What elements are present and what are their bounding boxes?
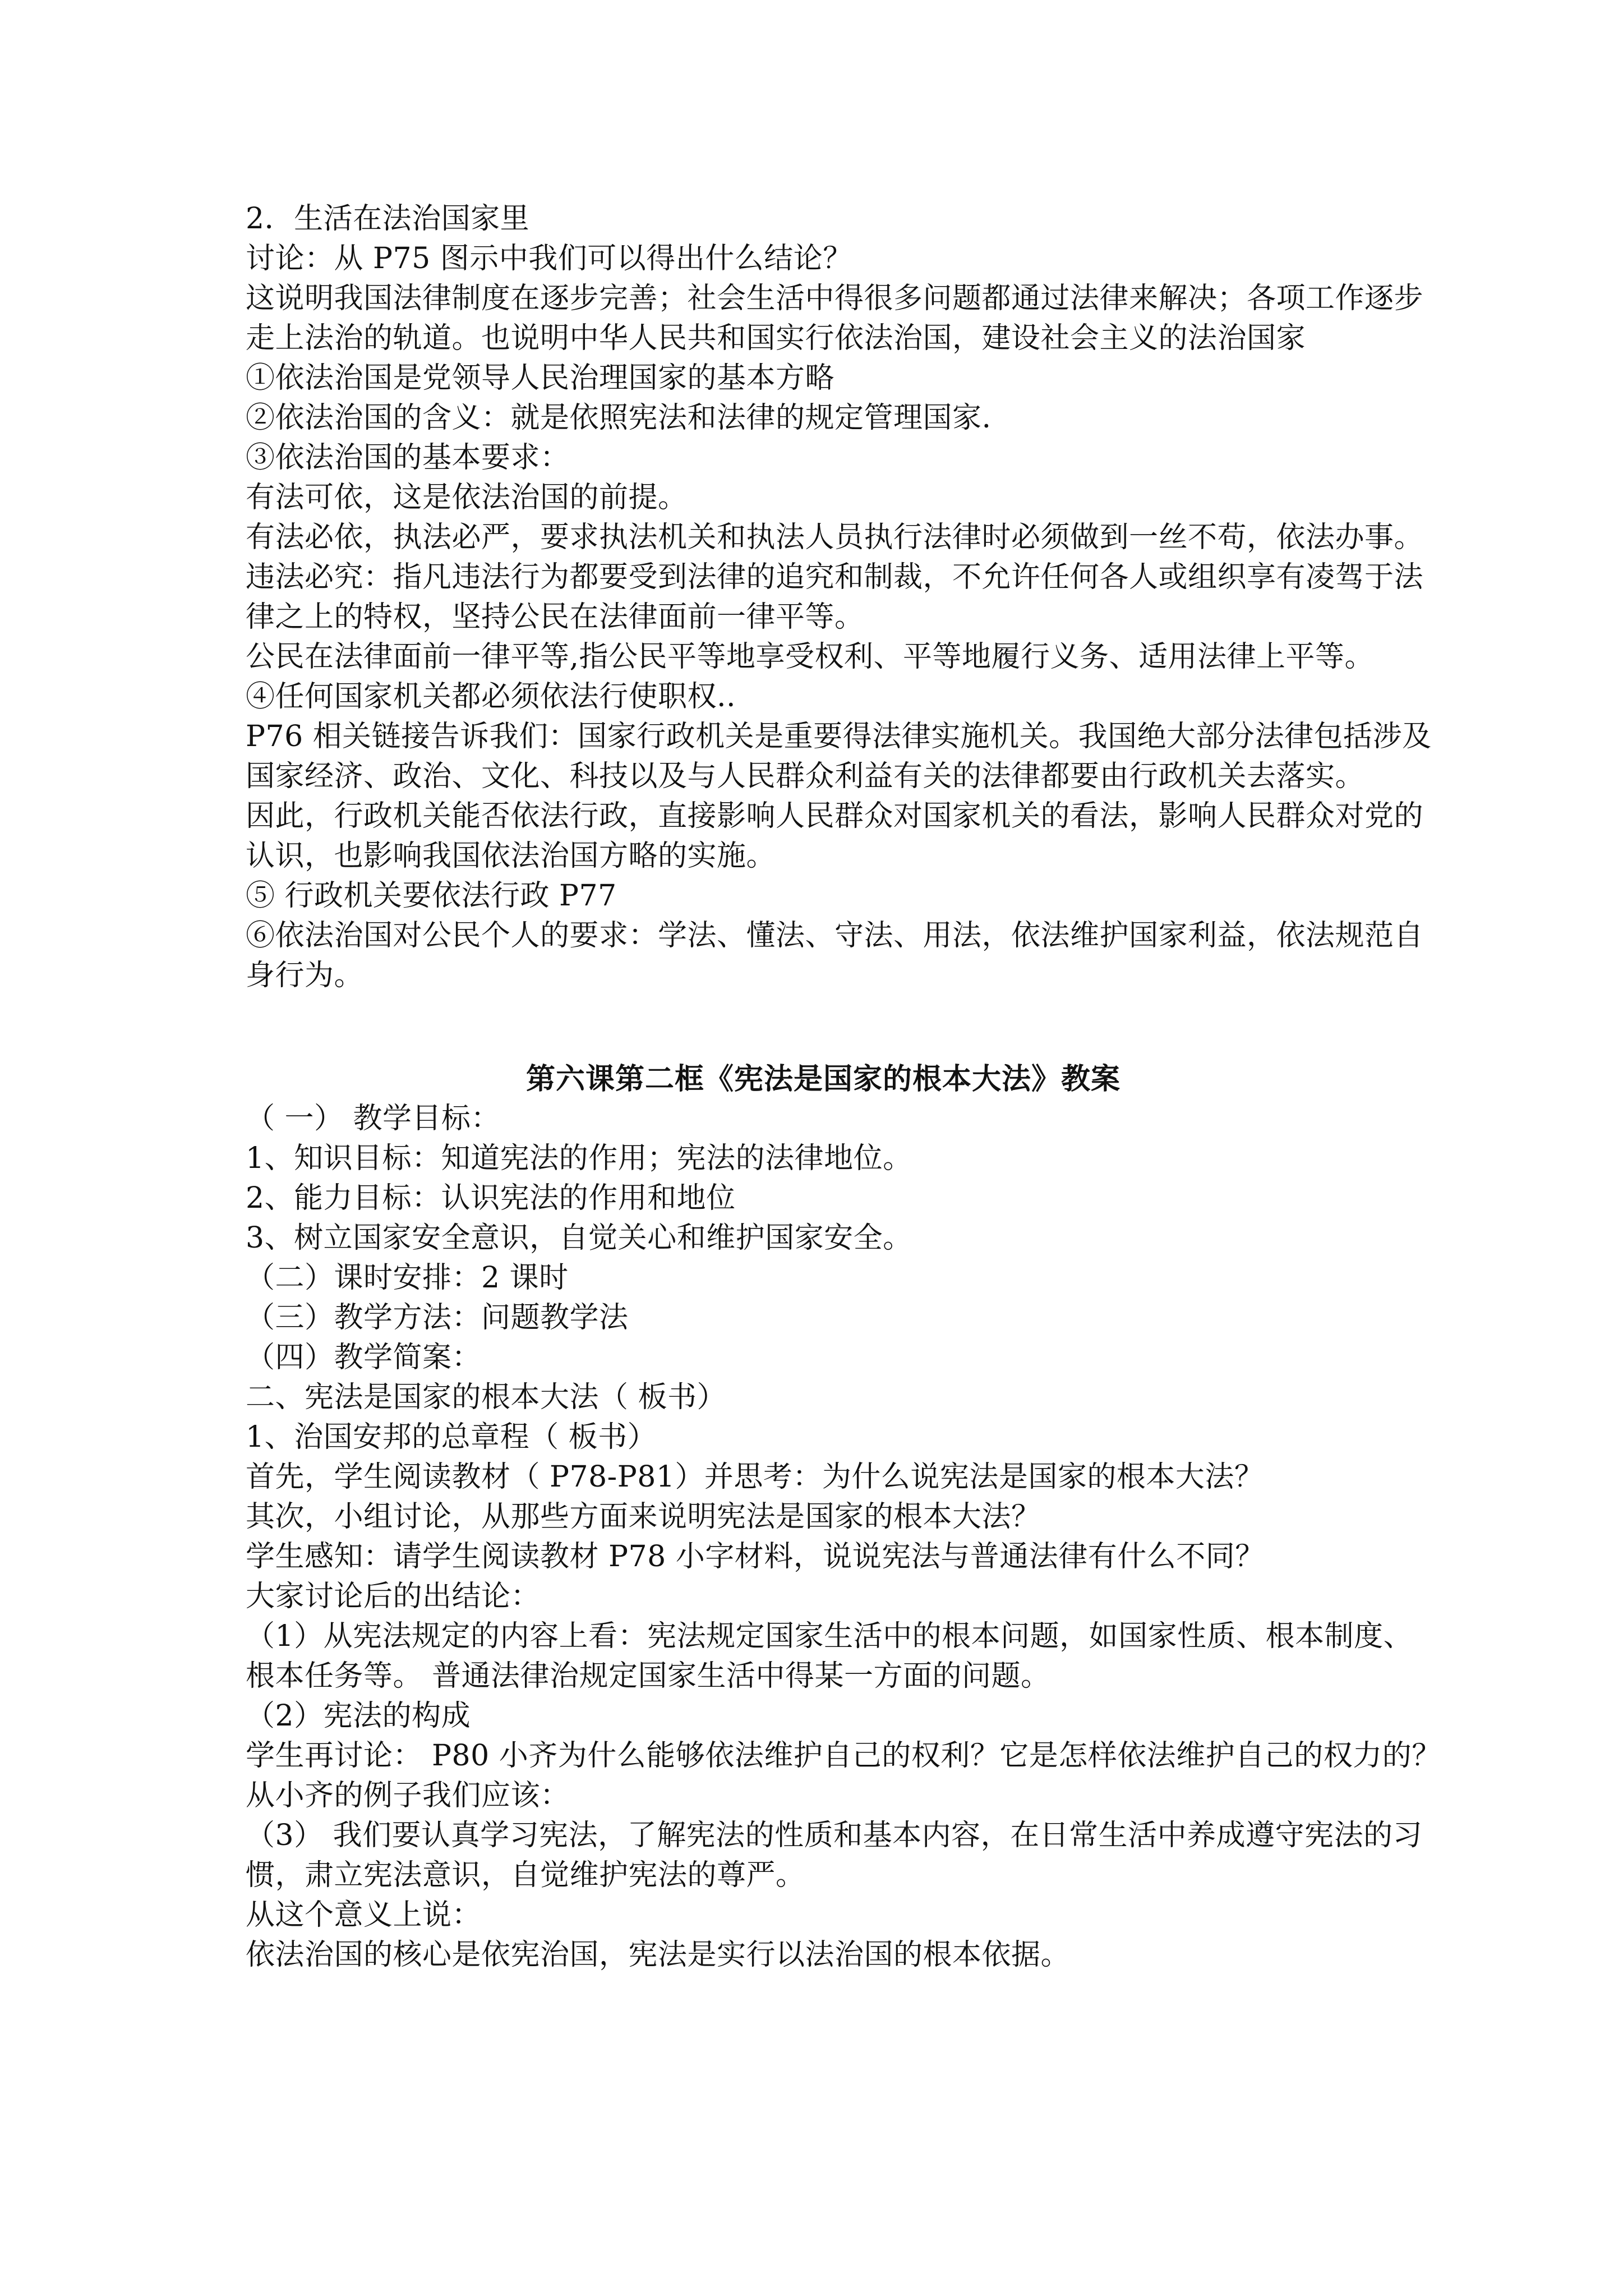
section-constitution-lesson-plan	[246, 1099, 1441, 1975]
text-line: （四）教学简案：	[246, 1341, 482, 1374]
text-line: 大家讨论后的出结论：	[246, 1580, 541, 1613]
text-line: 二、宪法是国家的根本大法（ 板书）	[246, 1381, 727, 1414]
text-line: 根本任务等。 普通法律治规定国家生活中得某一方面的问题。	[246, 1659, 1050, 1693]
text-line: 有法可依，这是依法治国的前提。	[246, 481, 688, 514]
text-line: （1）从宪法规定的内容上看：宪法规定国家生活中的根本问题，如国家性质、根本制度、	[246, 1619, 1413, 1653]
text-line: （2）宪法的构成	[246, 1699, 471, 1733]
section-gap	[246, 996, 1401, 1059]
text-line: ④任何国家机关都必须依法行使职权..	[246, 680, 736, 714]
text-line: 1、知识目标：知道宪法的作用；宪法的法律地位。	[246, 1142, 912, 1175]
text-line: ③依法治国的基本要求：	[246, 441, 570, 475]
text-line: （3） 我们要认真学习宪法，了解宪法的性质和基本内容，在日常生活中养成遵守宪法的习	[246, 1819, 1423, 1852]
text-line: （ 一） 教学目标：	[246, 1102, 501, 1135]
text-line: 走上法治的轨道。也说明中华人民共和国实行依法治国，建设社会主义的法治国家	[246, 321, 1306, 355]
text-line: 依法治国的核心是依宪治国，宪法是实行以法治国的根本依据。	[246, 1938, 1071, 1972]
text-line: 学生再讨论： P80 小齐为什么能够依法维护自己的权利？它是怎样依法维护自己的权力的？	[246, 1739, 1441, 1773]
text-line: 首先，学生阅读教材（ P78-P81）并思考：为什么说宪法是国家的根本大法？	[246, 1460, 1264, 1494]
text-line: 认识，也影响我国依法治国方略的实施。	[246, 839, 776, 873]
text-line: 因此，行政机关能否依法行政，直接影响人民群众对国家机关的看法，影响人民群众对党的	[246, 799, 1424, 833]
text-line: 有法必依，执法必严，要求执法机关和执法人员执行法律时必须做到一丝不苟，依法办事。	[246, 521, 1424, 554]
text-line: 这说明我国法律制度在逐步完善；社会生活中得很多问题都通过法律来解决；各项工作逐步	[246, 282, 1424, 315]
text-line: 3、树立国家安全意识，自觉关心和维护国家安全。	[246, 1221, 912, 1255]
text-line: 从小齐的例子我们应该：	[246, 1779, 570, 1812]
text-line: 惯，肃立宪法意识，自觉维护宪法的尊严。	[246, 1858, 805, 1892]
text-line: 其次，小组讨论，从那些方面来说明宪法是国家的根本大法？	[246, 1500, 1041, 1534]
text-line: 违法必究：指凡违法行为都要受到法律的追究和制裁，不允许任何各人或组织享有凌驾于法	[246, 560, 1424, 594]
text-line: 公民在法律面前一律平等,指公民平等地享受权利、平等地履行义务、适用法律上平等。	[246, 640, 1375, 674]
text-line: 学生感知：请学生阅读教材 P78 小字材料，说说宪法与普通法律有什么不同？	[246, 1540, 1265, 1573]
text-line: 国家经济、政治、文化、科技以及与人民群众利益有关的法律都要由行政机关去落实。	[246, 760, 1365, 793]
text-line: 1、治国安邦的总章程（ 板书）	[246, 1420, 657, 1454]
text-line: 2．生活在法治国家里	[246, 202, 530, 236]
text-line: 律之上的特权，坚持公民在法律面前一律平等。	[246, 600, 864, 634]
text-line: ②依法治国的含义：就是依照宪法和法律的规定管理国家.	[246, 401, 992, 435]
text-line: 讨论：从 P75 图示中我们可以得出什么结论？	[246, 242, 852, 275]
text-line: ⑤ 行政机关要依法行政 P77	[246, 879, 617, 913]
text-line: 从这个意义上说：	[246, 1898, 482, 1932]
text-line: P76 相关链接告诉我们：国家行政机关是重要得法律实施机关。我国绝大部分法律包括涉及	[246, 720, 1432, 753]
text-line: （三）教学方法：问题教学法	[246, 1301, 629, 1335]
lesson-plan-title: 第六课第二框《宪法是国家的根本大法》教案	[525, 1062, 1121, 1096]
text-line: 身行为。	[246, 959, 364, 992]
text-line: ⑥依法治国对公民个人的要求：学法、懂法、守法、用法，依法维护国家利益，依法规范自	[246, 919, 1424, 953]
text-line: 2、能力目标：认识宪法的作用和地位	[246, 1181, 736, 1215]
text-line: （二）课时安排：2 课时	[246, 1261, 569, 1295]
section-living-in-rule-of-law-country	[246, 199, 1432, 996]
text-line: ①依法治国是党领导人民治理国家的基本方略	[246, 361, 835, 395]
document-page	[246, 199, 1441, 1975]
